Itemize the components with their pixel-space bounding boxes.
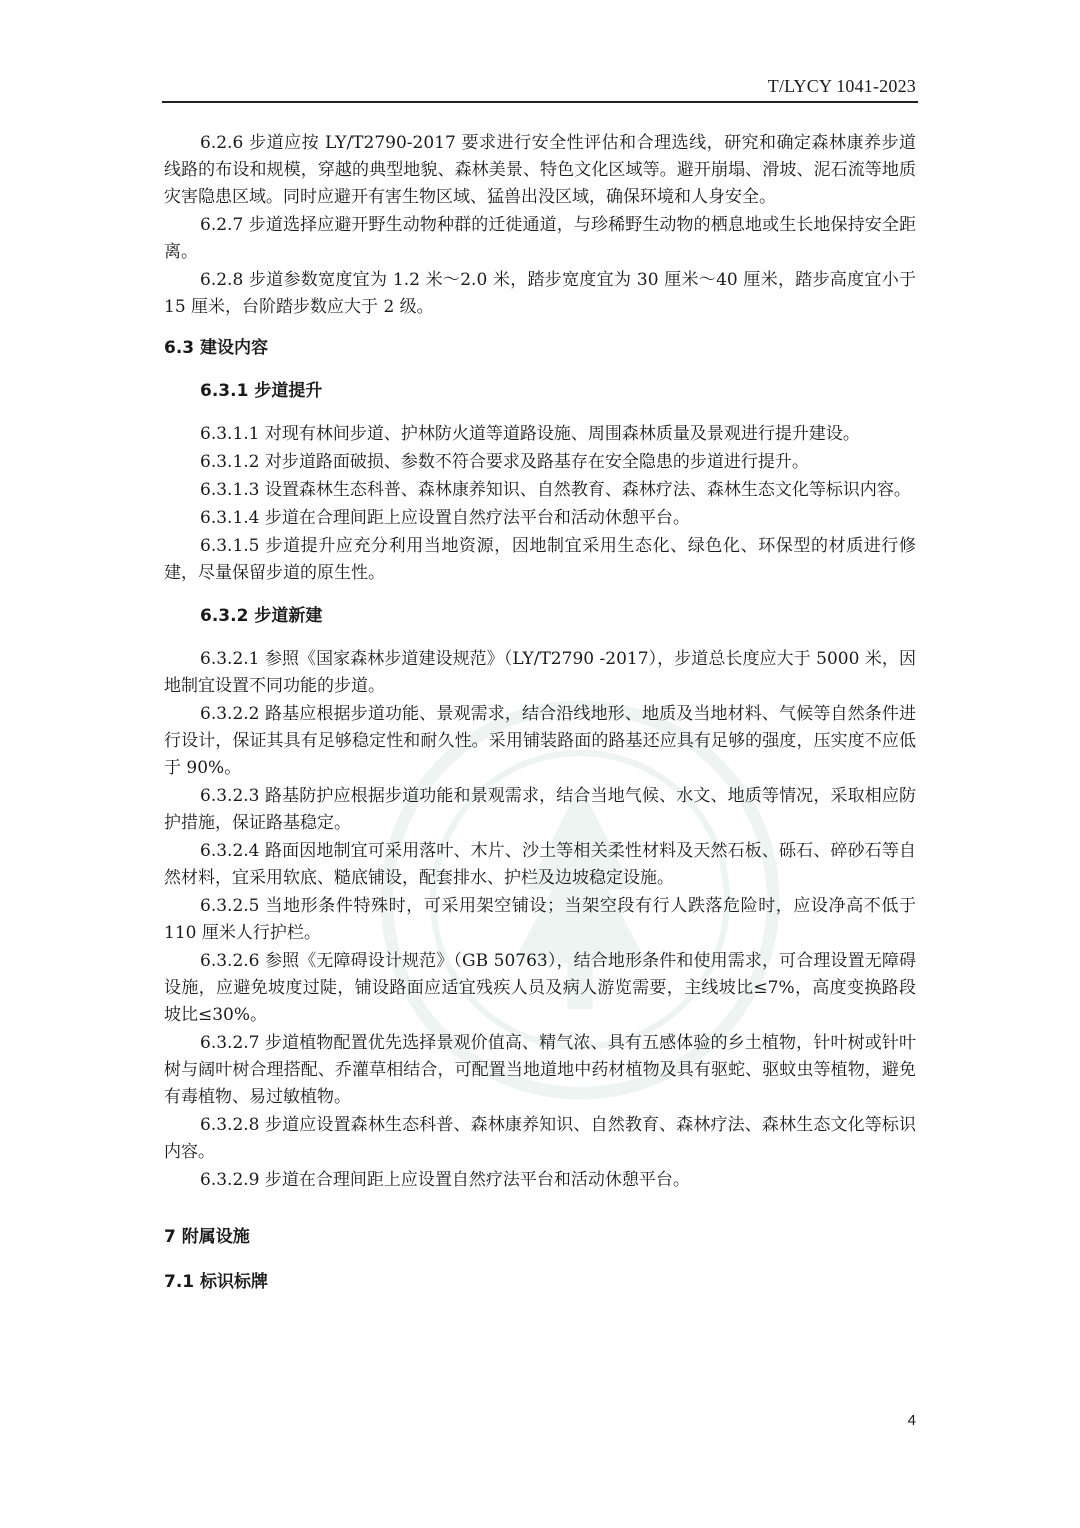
section-6-3-title: 6.3 建设内容 (164, 338, 269, 358)
clause-6-3-2-7: 6.3.2.7 步道植物配置优先选择景观价值高、精气浓、具有五感体验的乡土植物，针叶树或针叶树与阔叶树合理搭配、乔灌草相结合，可配置当地道地中药材植物及具有驱蛇、驱蚊虫等植物，避免有毒植物、易过敏植物。 (164, 1033, 916, 1107)
clause-6-2-6: 6.2.6 步道应按 LY/T2790-2017 要求进行安全性评估和合理选线，研究和确定森林康养步道线路的布设和规模，穿越的典型地貌、森林美景、特色文化区域等。避开崩塌、滑坡、泥石流等地质灾害隐患区域。同时应避开有害生物区域、猛兽出没区域，确保环境和人身安全。 (164, 133, 916, 207)
clause-6-3-2-2: 6.3.2.2 路基应根据步道功能、景观需求，结合沿线地形、地质及当地材料、气候等自然条件进行设计，保证其具有足够稳定性和耐久性。采用铺装路面的路基还应具有足够的强度，压实度不应低于 90%。 (164, 704, 916, 778)
clause-6-3-2-1: 6.3.2.1 参照《国家森林步道建设规范》（LY/T2790 -2017），步道总长度应大于 5000 米，因地制宜设置不同功能的步道。 (164, 649, 916, 696)
clause-6-3-2-6: 6.3.2.6 参照《无障碍设计规范》（GB 50763），结合地形条件和使用需求，可合理设置无障碍设施，应避免坡度过陡，铺设路面应适宜残疾人员及病人游览需要，主线坡比≤7%，高度变换路段坡比≤30%。 (164, 951, 916, 1025)
section-7-title: 7 附属设施 (164, 1227, 250, 1247)
clause-6-3-1-2: 6.3.1.2 对步道路面破损、参数不符合要求及路基存在安全隐患的步道进行提升。 (200, 452, 809, 472)
clause-6-3-1-3: 6.3.1.3 设置森林生态科普、森林康养知识、自然教育、森林疗法、森林生态文化等标识内容。 (200, 480, 911, 500)
section-6-3-1-title: 6.3.1 步道提升 (200, 381, 323, 401)
clause-6-3-1-5: 6.3.1.5 步道提升应充分利用当地资源，因地制宜采用生态化、绿色化、环保型的材质进行修建，尽量保留步道的原生性。 (164, 536, 916, 583)
clause-6-2-8: 6.2.8 步道参数宽度宜为 1.2 米～2.0 米，踏步宽度宜为 30 厘米～40 厘米，踏步高度宜小于 15 厘米，台阶踏步数应大于 2 级。 (164, 270, 916, 317)
header-rule (162, 101, 918, 103)
clause-6-3-1-1: 6.3.1.1 对现有林间步道、护林防火道等道路设施、周围森林质量及景观进行提升建设。 (200, 424, 860, 444)
page-number: 4 (907, 1412, 916, 1429)
section-6-3-2-title: 6.3.2 步道新建 (200, 606, 323, 626)
document-body (164, 130, 916, 1296)
clause-6-3-2-8: 6.3.2.8 步道应设置森林生态科普、森林康养知识、自然教育、森林疗法、森林生态文化等标识内容。 (164, 1115, 916, 1162)
document-code: T/LYCY 1041-2023 (767, 76, 916, 96)
clause-6-3-2-4: 6.3.2.4 路面因地制宜可采用落叶、木片、沙土等相关柔性材料及天然石板、砾石、碎砂石等自然材料，宜采用软底、糙底铺设，配套排水、护栏及边坡稳定设施。 (164, 841, 916, 888)
clause-6-3-1-4: 6.3.1.4 步道在合理间距上应设置自然疗法平台和活动休憩平台。 (200, 508, 690, 528)
clause-6-3-2-3: 6.3.2.3 路基防护应根据步道功能和景观需求，结合当地气候、水文、地质等情况，采取相应防护措施，保证路基稳定。 (164, 786, 916, 833)
section-7-1-title: 7.1 标识标牌 (164, 1272, 269, 1292)
clause-6-3-2-9: 6.3.2.9 步道在合理间距上应设置自然疗法平台和活动休憩平台。 (200, 1170, 690, 1190)
clause-6-3-2-5: 6.3.2.5 当地形条件特殊时，可采用架空铺设；当架空段有行人跌落危险时，应设净高不低于 110 厘米人行护栏。 (164, 896, 916, 943)
clause-6-2-7: 6.2.7 步道选择应避开野生动物种群的迁徙通道，与珍稀野生动物的栖息地或生长地保持安全距离。 (164, 215, 916, 262)
